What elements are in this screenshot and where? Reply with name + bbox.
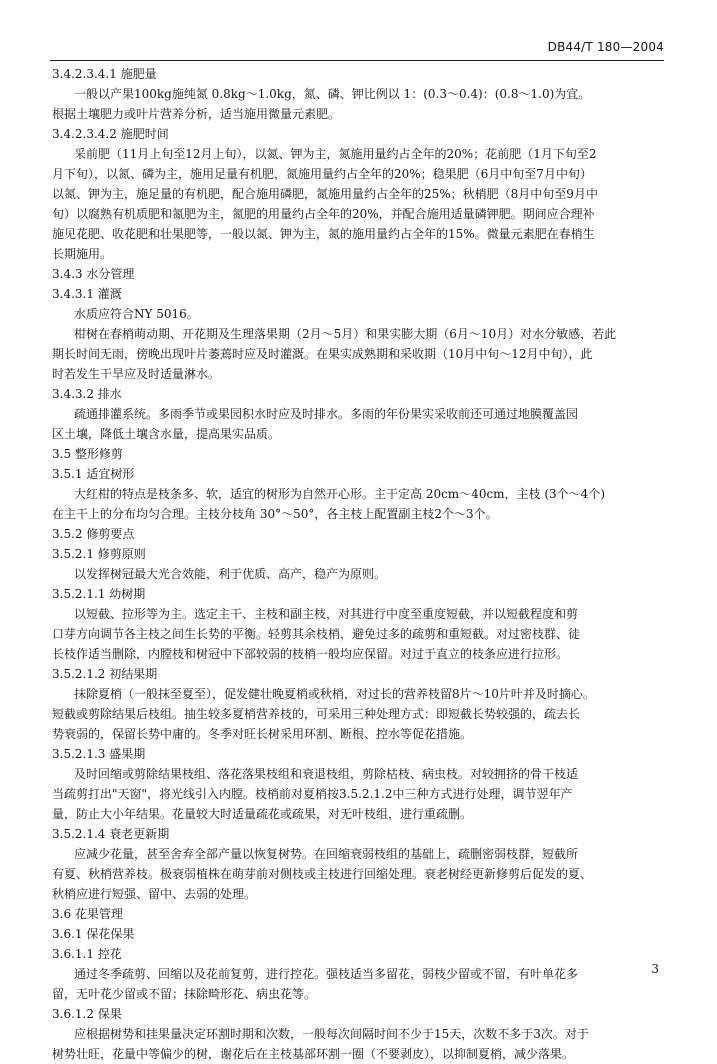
text-line: 应根据树势和挂果量决定环割时期和次数，一般每次间隔时间不少于15天，次数不多于3次。对于 [74,1027,589,1041]
section-heading: 3.4.2.3.4.2 施肥时间 [52,127,169,141]
section-heading: 3.5.2 修剪要点 [52,527,135,541]
text-line: 期长时间无雨，傍晚出现叶片萎蔫时应及时灌溉。在果实成熟期和采收期（10月中旬～12月中旬），此 [52,347,593,361]
section-heading: 3.6.1.2 保果 [52,1007,122,1021]
text-line: 疏通排灌系统。多雨季节或果园积水时应及时排水。多雨的年份果实采收前还可通过地膜覆盖园 [74,407,579,421]
section-heading: 3.4.3.1 灌溉 [52,287,122,301]
text-line: 当疏剪打出"天窗"，将光线引入内膛。枝梢前对夏梢按3.5.2.1.2中三种方式进行处理，调节翌年产 [52,787,573,801]
text-line: 应减少花量，甚至舍弃全部产量以恢复树势。在回缩衰弱枝组的基础上，疏删密弱枝群，短截所 [74,847,579,861]
text-line: 大红柑的特点是枝条多、软，适宜的树形为自然开心形。主干定高 20cm～40cm，主枝 (3个～4个) [74,487,606,501]
section-heading: 3.5.2.1.3 盛果期 [52,747,146,761]
text-line: 以氮、钾为主，施足量的有机肥，配合施用磷肥，氮施用量约占全年的25%；秋梢肥（8月中旬至9月中 [52,187,598,201]
text-line: 旬）以腐熟有机质肥和氮肥为主，氮肥的用量约占全年的20%，并配合施用适量磷钾肥。期间应合理补 [52,207,595,221]
text-line: 抹除夏梢（一般抹至夏至），促发健壮晚夏梢或秋梢，对过长的营养枝留8片～10片叶并及时摘心。 [74,687,595,701]
text-line: 在主干上的分布均匀合理。主枝分枝角 30°～50°，各主枝上配置副主枝2个～3个。 [52,507,498,521]
text-line: 长枝作适当删除，内膛枝和树冠中下部较弱的枝梢一般均应保留。对过于直立的枝条应进行拉形。 [52,647,569,661]
text-line: 通过冬季疏剪、回缩以及花前复剪，进行控花。强枝适当多留花，弱枝少留或不留，有叶单花多 [74,967,579,981]
section-heading: 3.5.2.1.2 初结果期 [52,667,158,681]
section-heading: 3.6.1.1 控花 [52,947,122,961]
document-code: DB44/T 180—2004 [547,40,664,54]
text-line: 树势壮旺，花量中等偏少的树，谢花后在主枝基部环割一圈（不要剥皮），以抑制夏梢，减少落果。 [52,1047,575,1061]
text-line: 一般以产果100kg施纯氮 0.8kg～1.0kg，氮、磷、钾比例以 1：(0.3～0.4)：(0.8～1.0)为宜。 [74,87,591,101]
section-heading: 3.6 花果管理 [52,907,123,921]
section-heading: 3.6.1 保花保果 [52,927,135,941]
text-line: 及时回缩或剪除结果枝组、落花落果枝组和衰退枝组，剪除枯枝、病虫枝。对较拥挤的骨干枝适 [74,767,579,781]
text-line: 施见花肥、收花肥和壮果肥等，一般以氮、钾为主，氮的施用量约占全年的15%。微量元素肥在春梢生 [52,227,595,241]
body-text [52,64,667,1064]
text-line: 口芽方向调节各主枝之间生长势的平衡。轻剪其余枝梢，避免过多的疏剪和重短截。对过密枝群、徒 [52,627,581,641]
text-line: 量，防止大小年结果。花量较大时适量疏花或疏果，对无叶枝组，进行重疏删。 [52,807,473,821]
text-line: 根据土壤肥力或叶片营养分析，适当施用微量元素肥。 [52,107,341,121]
text-line: 采前肥（11月上旬至12月上旬），以氮、钾为主，氮施用量约占全年的20%；花前肥（1月下旬至2 [74,147,597,161]
section-heading: 3.5.1 适宜树形 [52,467,135,481]
text-line: 时若发生干旱应及时适量淋水。 [52,367,221,381]
text-line: 长期施用。 [52,247,113,261]
text-line: 水质应符合NY 5016。 [74,307,199,321]
text-line: 月下旬），以氮、磷为主，施用足量有机肥，氮施用量约占全年的20%；稳果肥（6月中旬至7月中旬） [52,167,592,181]
text-line: 势衰弱的，保留长势中庸的。冬季对旺长树采用环割、断根、控水等促花措施。 [52,727,473,741]
text-line: 留，无叶花少留或不留；抹除畸形花、病虫花等。 [52,987,317,1001]
text-line: 短截或剪除结果后枝组。抽生较多夏梢营养枝的，可采用三种处理方式：即短截长势较强的，疏去长 [52,707,581,721]
section-heading: 3.5 整形修剪 [52,447,123,461]
section-heading: 3.4.3.2 排水 [52,387,122,401]
text-line: 有夏、秋梢营养枝。极衰弱植株在萌芽前对侧枝或主枝进行回缩处理。衰老树经更新修剪后促发的夏、 [52,867,593,881]
page-number: 3 [651,962,659,976]
text-line: 以短截、拉形等为主。选定主干、主枝和副主枝，对其进行中度至重度短截，并以短截程度和剪 [74,607,579,621]
text-line: 区土壤，降低土壤含水量，提高果实品质。 [52,427,281,441]
text-line: 柑树在春梢萌动期、开花期及生理落果期（2月～5月）和果实膨大期（6月～10月）对水分敏感，若此 [74,327,617,341]
text-line: 秋梢应进行短强、留中、去弱的处理。 [52,887,257,901]
section-heading: 3.5.2.1 修剪原则 [52,547,146,561]
header-rule [50,60,664,61]
section-heading: 3.5.2.1.4 衰老更新期 [52,827,170,841]
section-heading: 3.4.3 水分管理 [52,267,135,281]
section-heading: 3.5.2.1.1 幼树期 [52,587,146,601]
text-line: 以发挥树冠最大光合效能，利于优质、高产，稳产为原则。 [74,567,387,581]
section-heading: 3.4.2.3.4.1 施肥量 [52,67,157,81]
